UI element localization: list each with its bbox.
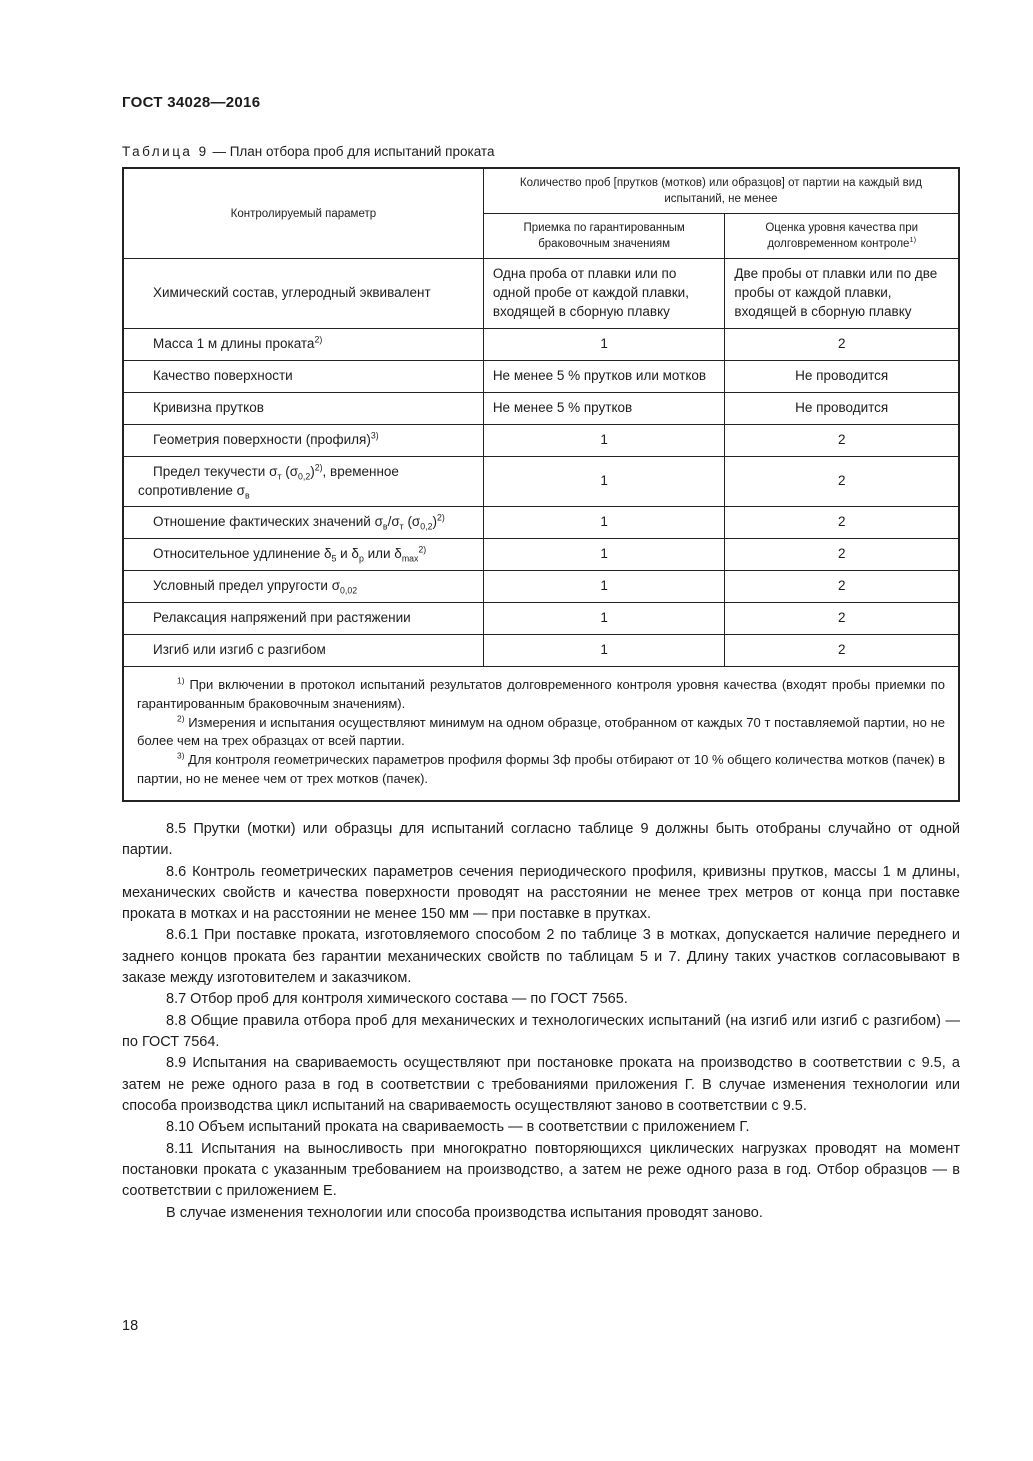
col-header-group: Количество проб [прутков (мотков) или образцов] от партии на каждый вид испытаний, не менее bbox=[483, 168, 959, 214]
table-footer bbox=[123, 666, 959, 801]
table-row bbox=[123, 507, 959, 539]
col-header-quality: Оценка уровня качества при долговременном контроле$^{1)}$ bbox=[725, 214, 959, 259]
parameter-cell: Изгиб или изгиб с разгибом bbox=[123, 634, 483, 666]
page-number: 18 bbox=[122, 1318, 139, 1334]
parameter-cell: Условный предел упругости $\sigma_{0,02}$ bbox=[123, 571, 483, 603]
table-row bbox=[123, 360, 959, 392]
table-row bbox=[123, 603, 959, 635]
acceptance-value-cell: 1 bbox=[483, 507, 725, 539]
quality-value-cell: 2 bbox=[725, 571, 959, 603]
standard-number: ГОСТ 34028—2016 bbox=[122, 94, 261, 111]
table-row bbox=[123, 456, 959, 507]
table-caption-label: Таблица 9 bbox=[122, 144, 209, 159]
acceptance-value-cell: Одна проба от плавки или по одной пробе от каждой плавки, входящей в сборную плавку bbox=[483, 259, 725, 329]
quality-value-cell: 2 bbox=[725, 329, 959, 361]
parameter-cell: Отношение фактических значений $\sigma_в/\sigma_т$ $(\sigma_{0,2})^{2)}$ bbox=[123, 507, 483, 539]
table-body bbox=[123, 259, 959, 666]
footnotes bbox=[123, 666, 959, 801]
acceptance-value-cell: 1 bbox=[483, 456, 725, 507]
body-text bbox=[122, 819, 960, 1224]
paragraph: В случае изменения технологии или способа производства испытания проводят заново. bbox=[166, 1204, 763, 1221]
footnote: $^{1)}$ При включении в протокол испытаний результатов долговременного контроля уровня качества (входят пробы приемки по гарантированным браковочным значениям). bbox=[137, 675, 945, 711]
parameter-cell: Химический состав, углеродный эквивалент bbox=[123, 259, 483, 329]
acceptance-value-cell: 1 bbox=[483, 603, 725, 635]
quality-value-cell: Не проводится bbox=[725, 392, 959, 424]
table-header bbox=[123, 168, 959, 259]
quality-value-cell: 2 bbox=[725, 424, 959, 456]
table-row bbox=[123, 392, 959, 424]
paragraph: 8.9 Испытания на свариваемость осуществляют при постановке проката на производство в соответствии с 9.5, а затем не реже одного раза в год в соответствии с требованиями приложения Г. В случае изменения технологии или способа производства цикл испытаний на свариваемость осуществляют заново в соответствии с 9.5. bbox=[122, 1055, 960, 1114]
acceptance-value-cell: 1 bbox=[483, 329, 725, 361]
quality-value-cell: Не проводится bbox=[725, 360, 959, 392]
quality-value-cell: Две пробы от плавки или по две пробы от каждой плавки, входящей в сборную плавку bbox=[725, 259, 959, 329]
parameter-cell: Относительное удлинение $\delta_5$ и $\delta_р$ или $\delta_{max}^{2)}$ bbox=[123, 539, 483, 571]
quality-value-cell: 2 bbox=[725, 507, 959, 539]
paragraph: 8.6 Контроль геометрических параметров сечения периодического профиля, кривизны прутков, массы 1 м длины, механических свойств и качества поверхности проводят на расстоянии не менее трех метров от конца при поставке проката в мотках и на расстоянии не менее 150 мм — при поставке в прутках. bbox=[122, 863, 960, 923]
table-row bbox=[123, 539, 959, 571]
paragraph: 8.7 Отбор проб для контроля химического состава — по ГОСТ 7565. bbox=[166, 991, 628, 1008]
table-row bbox=[123, 329, 959, 361]
quality-value-cell: 2 bbox=[725, 603, 959, 635]
acceptance-value-cell: 1 bbox=[483, 571, 725, 603]
paragraph: 8.11 Испытания на выносливость при многократно повторяющихся циклических нагрузках проводят на момент постановки проката с указанным требованием на производство, а затем не реже одного раза в год. Отбор образцов — в соответствии с приложением Е. bbox=[122, 1140, 960, 1200]
parameter-cell: Масса 1 м длины проката$^{2)}$ bbox=[123, 329, 483, 361]
table-caption-title: — План отбора проб для испытаний проката bbox=[212, 144, 495, 159]
footnote: $^{2)}$ Измерения и испытания осуществляют минимум на одном образце, отобранном от каждых 70 т поставляемой партии, но не более чем на трех образцах от всей партии. bbox=[137, 713, 945, 749]
sampling-plan-table bbox=[122, 167, 960, 802]
parameter-cell: Предел текучести $\sigma_т$ $(\sigma_{0,2})^{2)}$, временное сопротивление $\sigma_в$ bbox=[123, 456, 483, 507]
acceptance-value-cell: 1 bbox=[483, 424, 725, 456]
parameter-cell: Релаксация напряжений при растяжении bbox=[123, 603, 483, 635]
table-row bbox=[123, 634, 959, 666]
acceptance-value-cell: 1 bbox=[483, 634, 725, 666]
acceptance-value-cell: Не менее 5 % прутков bbox=[483, 392, 725, 424]
paragraph: 8.8 Общие правила отбора проб для механических и технологических испытаний (на изгиб или изгиб с разгибом) — по ГОСТ 7564. bbox=[122, 1012, 960, 1051]
parameter-cell: Кривизна прутков bbox=[123, 392, 483, 424]
footnote: $^{3)}$ Для контроля геометрических параметров профиля формы 3ф пробы отбирают от 10 % общего количества мотков (пачек) в партии, но не менее чем от трех мотков (пачек). bbox=[137, 750, 945, 787]
page-content bbox=[122, 0, 960, 1224]
table-row bbox=[123, 424, 959, 456]
quality-value-cell: 2 bbox=[725, 634, 959, 666]
paragraph: 8.5 Прутки (мотки) или образцы для испытаний согласно таблице 9 должны быть отобраны случайно от одной партии. bbox=[122, 820, 960, 859]
parameter-cell: Геометрия поверхности (профиля)$^{3)}$ bbox=[123, 424, 483, 456]
acceptance-value-cell: Не менее 5 % прутков или мотков bbox=[483, 360, 725, 392]
quality-value-cell: 2 bbox=[725, 456, 959, 507]
col-header-acceptance: Приемка по гарантированным браковочным значениям bbox=[483, 214, 725, 259]
table-row bbox=[123, 571, 959, 603]
col-header-parameter: Контролируемый параметр bbox=[123, 168, 483, 259]
quality-value-cell: 2 bbox=[725, 539, 959, 571]
table-caption bbox=[122, 144, 960, 159]
paragraph: 8.10 Объем испытаний проката на свариваемость — в соответствии с приложением Г. bbox=[166, 1119, 750, 1136]
table-row bbox=[123, 259, 959, 329]
paragraph: 8.6.1 При поставке проката, изготовляемого способом 2 по таблице 3 в мотках, допускается наличие переднего и заднего концов проката без гарантии механических свойств по таблицам 5 и 7. Длину таких участков согласовывают в заказе между изготовителем и заказчиком. bbox=[122, 927, 960, 987]
acceptance-value-cell: 1 bbox=[483, 539, 725, 571]
parameter-cell: Качество поверхности bbox=[123, 360, 483, 392]
